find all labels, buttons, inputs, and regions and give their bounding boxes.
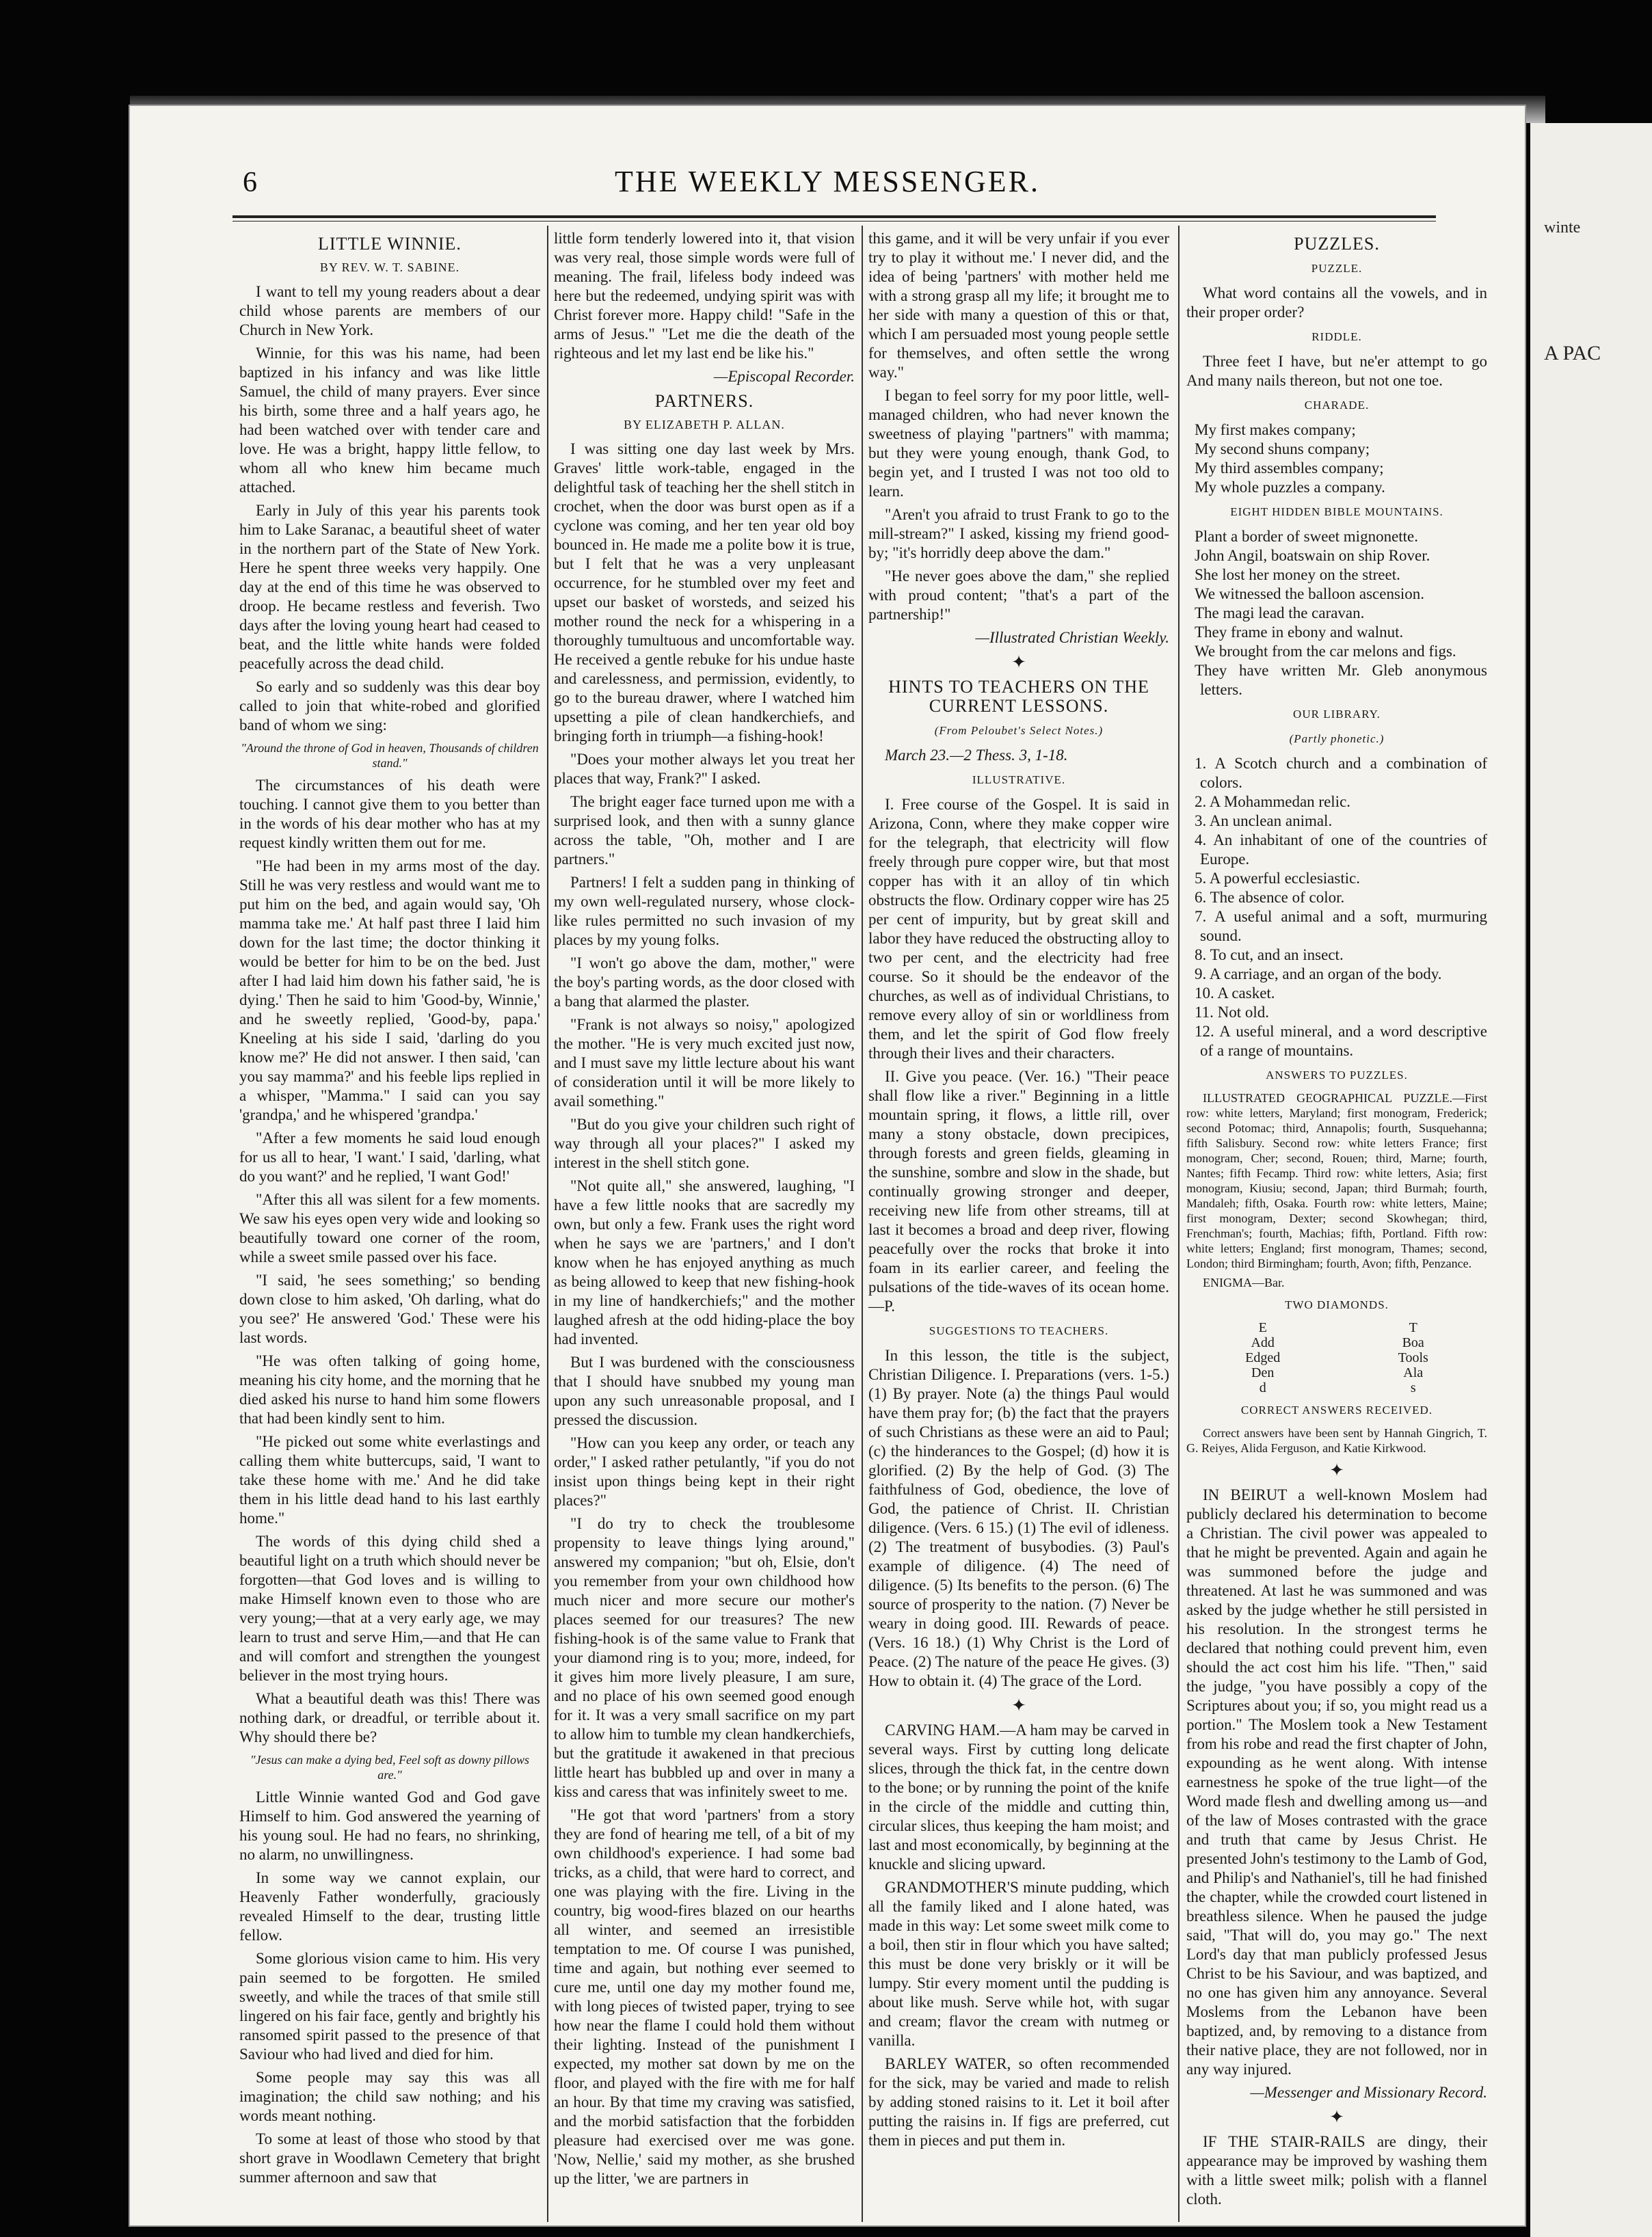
library-list <box>1186 754 1487 1060</box>
byline: BY ELIZABETH P. ALLAN. <box>624 418 785 431</box>
ornament-divider-icon: ✦ <box>1011 1696 1026 1715</box>
ornament-divider-icon: ✦ <box>1329 1460 1344 1480</box>
paragraph: "He got that word 'partners' from a story they are fond of hearing me tell, of a bit of my own childhood's experience. I had some bad tricks, as a child, that were hard to correct, and one was playing with the fire. Living in the country, big wood-fires blazed on our hearths all winter, and seemed an irresistible temptation to me. Of course I was punished, time and again, but nothing ever seemed to cure me, until one day my mother found me, with long pieces of twisted paper, trying to see how near the flame I could hold them without their lighting. Instead of the punishment I expected, my mother sat down by me on the floor, and played with the fire with me for half an hour. By that time my craving was satisfied, and the morbid satisfaction that the forbidden pleasure had exercised over me was gone. 'Now, Nellie,' said my mother, as she brushed up the litter, 'we are partners in <box>554 1806 855 2187</box>
fragment-text: A PAC <box>1544 342 1601 364</box>
subheading: CHARADE. <box>1304 399 1370 412</box>
paragraph: The bright eager face turned upon me with a surprised look, and then with a sunny glance across the table, "Oh, mother and I are partners." <box>554 793 855 868</box>
column-2 <box>554 229 855 2193</box>
subheading: RIDDLE. <box>1311 330 1362 343</box>
paragraph: "How can you keep any order, or teach any order," I asked rather petulantly, "if you do not insist upon things being kept in their right places?" <box>554 1434 855 1509</box>
paragraph: So early and so suddenly was this dear boy called to join that white-robed and glorified band of whom we sing: <box>239 678 540 734</box>
list-item: They have written Mr. Gleb anonymous letters. <box>1195 662 1487 698</box>
list-item: 3. An unclean animal. <box>1195 812 1333 829</box>
lesson-date: March 23.—2 Thess. 3, 1-18. <box>885 747 1068 764</box>
paragraph: Partners! I felt a sudden pang in thinking of my own well-regulated nursery, whose clock-like rules permitted no such invasion of my places by my young folks. <box>554 874 855 948</box>
article-title: LITTLE WINNIE. <box>318 234 462 254</box>
list-item: 4. An inhabitant of one of the countries of Europe. <box>1195 831 1487 868</box>
subheading: (Partly phonetic.) <box>1289 732 1385 745</box>
list-item: John Angil, boatswain on ship Rover. <box>1195 547 1430 564</box>
paragraph: The circumstances of his death were touching. I cannot give them to you better than in the words of his dear mother who has at my request kindly written them out for me. <box>239 777 540 851</box>
paragraph: I began to feel sorry for my poor little, well-managed children, who had never known the sweetness of playing "partners" with mamma; but they were young enough, thank God, to begin yet, and I trusted I was not too old to learn. <box>868 387 1169 500</box>
ornament-divider-icon: ✦ <box>1329 2107 1344 2127</box>
paragraph: BARLEY WATER, so often recommended for the sick, may be varied and made to relish by adding stoned raisins to it. Let it boil after putting the raisins in. If figs are preferred, cut them in pieces and put them in. <box>868 2055 1169 2149</box>
enigma-answer: ENIGMA—Bar. <box>1203 1276 1285 1289</box>
column-3 <box>868 229 1169 2154</box>
section-title: PUZZLES. <box>1294 234 1380 254</box>
column-separator <box>1178 226 1180 2222</box>
paragraph: this game, and it will be very unfair if you ever try to play it without me.' I never did, and the idea of being 'partners' with mother held me with a strong grasp all my life; it brought me to her side with many a question of this or that, which I am persuaded most young people settle for themselves, and often settle the wrong way." <box>868 230 1169 381</box>
paragraph: II. Give you peace. (Ver. 16.) "Their peace shall flow like a river." Beginning in a little mountain spring, it flows, a little rill, over many a stony obstacle, down precipices, through forests and green fields, gleaming in the sunshine, sombre and slow in the shade, but continually growing stronger and deeper, receiving new life from other streams, till at last it becomes a broad and deep river, flowing peacefully over the rocks that broke it into foam in its earlier career, and feeling the pulsations of the tide-waves of its ocean home.—P. <box>868 1068 1169 1315</box>
diamond-line: Add <box>1251 1335 1275 1350</box>
masthead: THE WEEKLY MESSENGER. <box>614 165 1040 198</box>
newspaper-page <box>130 106 1525 2225</box>
diamond-1 <box>1245 1320 1280 1395</box>
diamond-2 <box>1398 1320 1428 1395</box>
poem-quote: "Jesus can make a dying bed, Feel soft as downy pillows are." <box>250 1753 529 1782</box>
list-item: My third assembles company; <box>1195 459 1384 477</box>
paragraph: "Aren't you afraid to trust Frank to go to the mill-stream?" I asked, kissing my friend good-by; "it's horridly deep above the dam." <box>868 506 1169 561</box>
subheading: TWO DIAMONDS. <box>1285 1298 1389 1311</box>
list-item: The magi lead the caravan. <box>1195 604 1365 621</box>
paragraph: "He had been in my arms most of the day. Still he was very restless and would want me to put him on the bed, and again would say, 'Oh mamma take me.' At half past three I laid him down for the last time; the doctor thinking it would be better for him to be on the bed. Just after I had laid him down his father said, 'he is dying.' Then he said to him 'Good-by, Winnie,' and he sweetly replied, 'Good-by, papa.' Kneeling at his side I said, 'darling do you know me?' He did not answer. I then said, 'can you say mamma?' and his feeble lips replied in a whisper, "Mamma." I said can you say 'grandpa,' and he whispered 'grandpa.' <box>239 857 540 1123</box>
diamond-line: T <box>1409 1320 1417 1335</box>
subheading: ILLUSTRATIVE. <box>972 773 1066 786</box>
list-item: 7. A useful animal and a soft, murmuring sound. <box>1195 908 1487 944</box>
paragraph: IF THE STAIR-RAILS are dingy, their appearance may be improved by washing them with a little sweet milk; polish with a flannel cloth. <box>1186 2133 1487 2208</box>
diamond-line: d <box>1259 1380 1266 1395</box>
answers-text: ILLUSTRATED GEOGRAPHICAL PUZZLE.—First row: white letters, Maryland; first monogram, Frederick; second Potomac; third, Annapolis; fourth, Susquehanna; fifth Salisbury. Second row: white letters France; first monogram, Cher; second, Rouen; third, Marne; fourth, Nantes; fifth Fecamp. Third row: white letters, Asia; first monogram, Kiusiu; second, Japan; third Burmah; fourth, Mandaleh; fifth, Osaka. Fourth row: white letters, Maine; first monogram, Dexter; second Skowhegan; third, Frenchman's; fourth, Machias; fifth, Portland. Fifth row: white letters; England; first monogram, Thames; second, London; third Birmingham; fourth, Avon; fifth, Penzance. <box>1186 1091 1487 1270</box>
paragraph: GRANDMOTHER'S minute pudding, which all the family liked and I alone hated, was made in this way: Let some sweet milk come to a boil, then stir in flour which you have salted; this must be done very briskly or it will be lumpy. Stir every moment until the pudding is about like mush. Serve while hot, with sugar and cream; flavor the cream with nutmeg or vanilla. <box>868 1879 1169 2049</box>
paragraph: IN BEIRUT a well-known Moslem had publicly declared his determination to become a Christian. The civil power was appealed to that he might be prevented. Again and again he was summoned before the judge and threatened. At last he was summoned and was asked by the judge whether he still persisted in his resolution. In the strongest terms he declared that nothing could prevent him, even should the act cost him his life. "Then," said the judge, "you have possibly a copy of the Scriptures about you; if so, you might read us a portion." The Moslem took a New Testament from his robe and read the first chapter of John, expounding as he went along. With intense earnestness he spoke of the true light—of the Word made flesh and dwelling among us—and of the law of Moses contrasted with the grace and truth that came by Jesus Christ. He presented John's testimony to the Lamb of God, and Philip's and Nathaniel's, till he had finished the chapter, while the crowded court listened in breathless silence. When he paused the judge said, "That will do, you may go." The next Lord's day that man publicly professed Jesus Christ to be his Saviour, and was baptized, and no one has given him any annoyance. Several Moslems from the Lebanon have been baptized, and, by removing to a distance from their native place, they are not followed, nor in any way injured. <box>1186 1486 1487 2078</box>
paragraph: In some way we cannot explain, our Heavenly Father wonderfully, graciously revealed Himself to the dear, trusting little fellow. <box>239 1869 540 1944</box>
paragraph: Early in July of this year his parents took him to Lake Saranac, a beautiful sheet of water in the northern part of the State of New York. Here he spent three weeks very happily. One day at the end of this time he was observed to droop. He became restless and feverish. Two days after the loving young heart had ceased to beat, and the little white hands were folded peacefully across the dead child. <box>239 502 540 672</box>
correct-answers-text: Correct answers have been sent by Hannah Gingrich, T. G. Reiyes, Alida Ferguson, and Katie Kirkwood. <box>1186 1426 1487 1455</box>
diamond-line: Tools <box>1398 1350 1428 1365</box>
paragraph: The words of this dying child shed a beautiful light on a truth which should never be forgotten—that God loves and is willing to make Himself known even to those who are very young;—that at a very early age, we may learn to trust and serve Him,—and that He can and will comfort and strengthen the youngest believer in the most trying hours. <box>239 1533 540 1684</box>
column-1 <box>239 229 540 2191</box>
diamond-line: Edged <box>1245 1350 1281 1365</box>
charade-lines <box>1186 420 1487 497</box>
paragraph: What a beautiful death was this! There was nothing dark, or dreadful, or terrible about it. Why should there be? <box>239 1690 540 1745</box>
list-item: 12. A useful mineral, and a word descriptive of a range of mountains. <box>1195 1023 1487 1059</box>
paragraph: Some people may say this was all imagination; the child saw nothing; and his words meant nothing. <box>239 2069 540 2124</box>
page-number: 6 <box>243 167 257 198</box>
paragraph: "After a few moments he said loud enough for us all to hear, 'I want.' I said, 'darling, what do you want?' and he replied, 'I want God!' <box>239 1129 540 1185</box>
paragraph: "Not quite all," she answered, laughing, "I have a few little nooks that are sacredly my own, but only a few. Frank uses the right word when he says we are 'partners,' and I don't know when he has enjoyed anything as much as being allowed to keep that new fishing-hook in my line of handkerchiefs;" and the mother laughed afresh at the odd hiding-place the boy had invented. <box>554 1177 855 1348</box>
column-4 <box>1186 229 1487 2213</box>
fragment-text: winte <box>1544 219 1581 237</box>
paragraph: I was sitting one day last week by Mrs. Graves' little work-table, engaged in the delightful task of teaching her the shell stitch in crochet, when the door was burst open as if a cyclone was coming, and her ten year old boy bounced in. He made me a polite bow it is true, but I felt that he was a very unpleasant occurrence, for he stumbled over my feet and upset our basket of worsteds, and seized his mother round the neck for a whispering in a thoroughly tumultuous and uncomfortable way. He received a gentle rebuke for his undue haste and carelessness, and permission, evidently, to go to the bureau drawer, where I watched him upsetting a pile of clean handkerchiefs, and bringing forth in triumph—a fishing-hook! <box>554 440 855 745</box>
list-item: 11. Not old. <box>1195 1004 1270 1021</box>
list-item: My whole puzzles a company. <box>1195 479 1385 496</box>
paragraph: To some at least of those who stood by that short grave in Woodlawn Cemetery that bright summer afternoon and saw that <box>239 2130 540 2186</box>
list-item: Plant a border of sweet mignonette. <box>1195 528 1419 545</box>
paragraph: "After this all was silent for a few moments. We saw his eyes open very wide and looking so beautifully toward one corner of the room, while a sweet smile passed over his face. <box>239 1191 540 1265</box>
list-item: 10. A casket. <box>1195 984 1275 1002</box>
ornament-divider-icon: ✦ <box>1011 652 1026 672</box>
subheading: PUZZLE. <box>1311 262 1363 275</box>
paragraph: Some glorious vision came to him. His very pain seemed to be forgotten. He smiled sweetly, and while the traces of that smile still lingered on his fair face, gently and brightly his ransomed spirit passed to the presence of that Saviour who had lived and died for him. <box>239 1950 540 2063</box>
source-credit: —Illustrated Christian Weekly. <box>975 629 1169 646</box>
article-title: PARTNERS. <box>654 391 754 411</box>
masthead-rule <box>232 215 1436 222</box>
diamond-line: Den <box>1251 1365 1275 1380</box>
paragraph: I. Free course of the Gospel. It is said in Arizona, Conn, where they make copper wire for the telegraph, that electricity will flow freely through pure copper wire, but that most copper has with it an alloy of tin which obstructs the flow. Ordinary copper wire has 25 per cent of impurity, but by great skill and labor they have reduced the obstructing alloy to two per cent, and the electricity had free course. So it should be the endeavor of the churches, as well as of individual Christians, to remove every alloy of sin or worldliness from them, and let the spirit of God flow freely through their lives and their characters. <box>868 796 1169 1062</box>
subheading: EIGHT HIDDEN BIBLE MOUNTAINS. <box>1230 505 1443 518</box>
paragraph: little form tenderly lowered into it, that vision was very real, those simple words were full of meaning. The frail, lifeless body indeed was here but the redeemed, undying spirit was with Christ forever more. Happy child! "Safe in the arms of Jesus." "Let me die the death of the righteous and let my last end be like his." <box>554 230 855 362</box>
paragraph: "I won't go above the dam, mother," were the boy's parting words, as the door closed with a bang that alarmed the plaster. <box>554 954 855 1010</box>
subheading: ANSWERS TO PUZZLES. <box>1266 1069 1408 1082</box>
subheading: (From Peloubet's Select Notes.) <box>934 724 1104 737</box>
paragraph: In this lesson, the title is the subject, Christian Diligence. I. Preparations (vers. 1-5.) (1) By prayer. Note (a) the things Paul would have them pray for; (b) the fact that the prayers of such Christians as these were an aid to Paul; (c) the hinderances to the Gospel; (d) how it is glorified. (2) By the help of God. (3) The faithfulness of God, obedience, the love of God, the patience of Christ. II. Christian diligence. (Vers. 6 15.) (1) The evil of idleness. (2) The treatment of busybodies. (3) Paul's example of diligence. (4) The need of diligence. (5) Its benefits to the person. (6) The source of prosperity to the nation. (7) Never be weary in doing good. III. Rewards of peace. (Vers. 16 18.) (1) Why Christ is the Lord of Peace. (2) The nature of the peace He gives. (3) How to obtain it. (4) The grace of the Lord. <box>868 1347 1169 1689</box>
paragraph: "He never goes above the dam," she replied with proud content; "that's a part of the partnership!" <box>868 567 1169 623</box>
subheading: SUGGESTIONS TO TEACHERS. <box>929 1324 1109 1337</box>
source-credit: —Messenger and Missionary Record. <box>1250 2084 1487 2101</box>
list-item: 9. A carriage, and an organ of the body. <box>1195 965 1442 982</box>
paragraph: Little Winnie wanted God and God gave Himself to him. God answered the yearning of his young soul. He had no fears, no shrinking, no alarm, no unwillingness. <box>239 1789 540 1863</box>
diamond-line: Ala <box>1403 1365 1424 1380</box>
list-item: 2. A Mohammedan relic. <box>1195 793 1351 810</box>
list-item: 5. A powerful ecclesiastic. <box>1195 870 1361 887</box>
list-item: They frame in ebony and walnut. <box>1195 624 1404 641</box>
list-item: We witnessed the balloon ascension. <box>1195 585 1425 602</box>
list-item: We brought from the car melons and figs. <box>1195 643 1456 660</box>
article-title: HINTS TO TEACHERS ON THE CURRENT LESSONS. <box>888 677 1149 716</box>
column-separator <box>862 226 863 2222</box>
paragraph: "Frank is not always so noisy," apologized the mother. "He is very much excited just now, and I must save my little lecture about his want of consideration until it will be more likely to avail something." <box>554 1016 855 1110</box>
diamond-line: s <box>1410 1380 1416 1395</box>
paragraph: CARVING HAM.—A ham may be carved in several ways. First by cutting long delicate slices, through the thick fat, in the centre down to the bone; or by running the point of the knife in the circle of the middle and cutting thin, circular slices, thus keeping the ham moist; and last and most economically, by beginning at the knuckle and slicing upward. <box>868 1722 1169 1873</box>
list-item: 6. The absence of color. <box>1195 889 1345 906</box>
list-item: My first makes company; <box>1195 421 1356 438</box>
paragraph: "I said, 'he sees something;' so bending down close to him asked, 'Oh darling, what do you see?' He answered 'God.' These were his last words. <box>239 1272 540 1346</box>
list-item: My second shuns company; <box>1195 440 1370 457</box>
list-item: 8. To cut, and an insect. <box>1195 946 1344 963</box>
source-credit: —Episcopal Recorder. <box>713 368 855 385</box>
diamond-line: E <box>1258 1320 1267 1335</box>
paragraph: "He picked out some white everlastings and calling them white buttercups, said, 'I want to take these home with me.' And he did take them in his little dead hand to his last earthly home." <box>239 1433 540 1527</box>
paragraph: Winnie, for this was his name, had been baptized in his infancy and was like little Samuel, the child of many prayers. Ever since his birth, some three and a half years ago, he had been watched over with tender care and love. He was a bright, happy little fellow, to whom all who knew him became much attached. <box>239 345 540 496</box>
paragraph: But I was burdened with the consciousness that I should have snubbed my young man upon any such unreasonable proposal, and I pressed the discussion. <box>554 1354 855 1428</box>
diamond-line: Boa <box>1402 1335 1424 1350</box>
mountains-list <box>1186 527 1487 699</box>
poem-quote: "Around the throne of God in heaven, Thousands of children stand." <box>241 741 539 770</box>
paragraph: "He was often talking of going home, meaning his city home, and the morning that he died asked his nurse to hand him some flowers that had been kindly sent to him. <box>239 1352 540 1427</box>
byline: BY REV. W. T. SABINE. <box>319 260 460 274</box>
two-diamonds <box>1186 1320 1487 1395</box>
list-item: She lost her money on the street. <box>1195 566 1400 583</box>
riddle-text: Three feet I have, but ne'er attempt to go And many nails thereon, but not one toe. <box>1186 353 1487 389</box>
paragraph: "I do try to check the troublesome propensity to leave things lying around," answered my companion; "but oh, Elsie, don't you remember from your own childhood how much nicer and more secure our mother's places seemed for our treasures? The new fishing-hook is of the same value to Frank that your diamond ring is to you; more, indeed, for it gives him more lively pleasure, I am sure, and no place of his own seemed good enough for it. It was a very small sacrifice on my part to allow him to tumble my clean handkerchiefs, but the gratitude it awakened in that precious little heart has bubbled up and over in many a kiss and caress that was infinitely sweet to me. <box>554 1515 855 1800</box>
list-item: 1. A Scotch church and a combination of colors. <box>1195 755 1487 791</box>
paragraph: I want to tell my young readers about a dear child whose parents are members of our Church in New York. <box>239 283 540 338</box>
puzzle-text: What word contains all the vowels, and in their proper order? <box>1186 284 1487 321</box>
paragraph: "But do you give your children such right of way through all your places?" I asked my interest in the shell stitch gone. <box>554 1116 855 1171</box>
subheading: OUR LIBRARY. <box>1293 708 1381 721</box>
paragraph: "Does your mother always let you treat her places that way, Frank?" I asked. <box>554 751 855 787</box>
adjacent-page-fragment <box>1530 123 1652 2237</box>
subheading: CORRECT ANSWERS RECEIVED. <box>1240 1404 1433 1417</box>
column-separator <box>547 226 548 2222</box>
